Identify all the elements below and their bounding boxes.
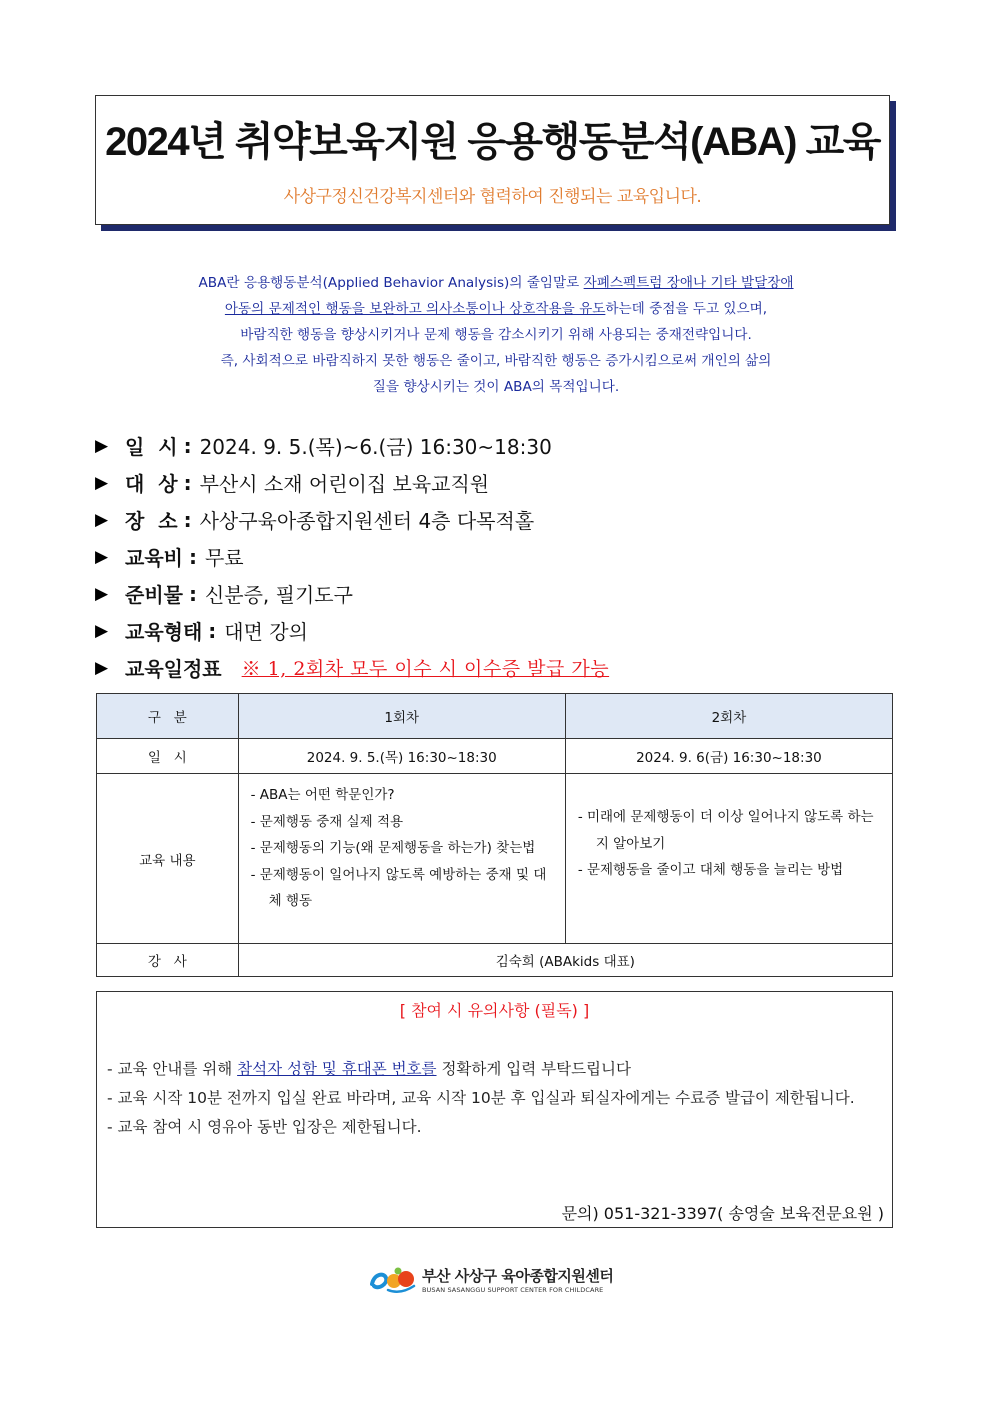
- info-value: 2024. 9. 5.(목)~6.(금) 16:30~18:30: [199, 435, 552, 459]
- info-row-place: ▶ 장 소 : 사상구육아종합지원센터 4층 다목적홀: [95, 501, 895, 538]
- info-row-schedule: [95, 649, 895, 686]
- triangle-right-icon: ▶: [95, 435, 109, 456]
- list-item: - 문제행동의 기능(왜 문제행동을 하는가) 찾는법: [250, 840, 536, 856]
- page-subtitle: 사상구정신건강복지센터와 협력하여 진행되는 교육입니다.: [283, 187, 702, 207]
- center-logo-icon: [368, 1264, 418, 1294]
- info-row-supplies: ▶ 준비물 : 신분증, 필기도구: [95, 575, 895, 612]
- session2-content-cell: [565, 774, 892, 944]
- info-label: 준비물: [125, 583, 183, 607]
- footer-logo: [368, 1264, 613, 1294]
- triangle-right-icon: ▶: [95, 546, 109, 567]
- session1-content-cell: [238, 774, 565, 944]
- triangle-right-icon: ▶: [95, 509, 109, 530]
- intro-paragraph: [110, 270, 882, 400]
- contact-info: 문의) 051-321-3397( 송영술 보육전문요원 ): [561, 1204, 884, 1223]
- intro-line4: 즉, 사회적으로 바람직하지 못한 행동은 줄이고, 바람직한 행동은 증가시킴으로써 개인의 삶의: [220, 353, 772, 369]
- info-label: 일 시: [125, 435, 178, 459]
- triangle-right-icon: ▶: [95, 472, 109, 493]
- notice-highlight: 참석자 성함 및 휴대폰 번호를: [237, 1060, 437, 1078]
- info-label: 교육형태: [125, 620, 203, 644]
- date-label-cell: 일 시: [97, 739, 239, 774]
- info-row-format: ▶ 교육형태 : 대면 강의: [95, 612, 895, 649]
- table-row: [97, 739, 893, 774]
- list-item: - 교육 안내를 위해 참석자 성함 및 휴대폰 번호를 정확하게 입력 부탁드립니다: [107, 1060, 631, 1078]
- footer-org-english: BUSAN SASANGGU SUPPORT CENTER FOR CHILDCARE: [422, 1285, 604, 1294]
- session1-date-cell: 2024. 9. 5.(목) 16:30~18:30: [238, 739, 565, 774]
- info-list: [95, 427, 895, 686]
- page-title: 2024년 취약보육지원 응용행동분석(ABA) 교육: [105, 120, 880, 164]
- table-row: [97, 944, 893, 977]
- intro-line3: 바람직한 행동을 향상시키거나 문제 행동을 감소시키기 위해 사용되는 중재전략입니다.: [240, 327, 752, 343]
- table-header-cell: 구 분: [97, 694, 239, 739]
- teacher-cell: 김숙희 (ABAkids 대표): [238, 944, 892, 977]
- triangle-right-icon: ▶: [95, 583, 109, 604]
- table-row: [97, 774, 893, 944]
- list-item: - 문제행동이 일어나지 않도록 예방하는 중재 및 대체 행동: [250, 866, 547, 909]
- schedule-note: ※ 1, 2회차 모두 이수 시 이수증 발급 가능: [241, 658, 610, 680]
- list-item: - 미래에 문제행동이 더 이상 일어나지 않도록 하는지 알아보기: [577, 809, 874, 852]
- triangle-right-icon: ▶: [95, 657, 109, 678]
- info-row-target: ▶ 대 상 : 부산시 소재 어린이집 보육교직원: [95, 464, 895, 501]
- content-label-cell: 교육 내용: [97, 774, 239, 944]
- title-box: [95, 95, 890, 225]
- footer-org-korean: 부산 사상구 육아종합지원센터: [422, 1266, 614, 1285]
- session2-date-cell: 2024. 9. 6(금) 16:30~18:30: [565, 739, 892, 774]
- info-value: 사상구육아종합지원센터 4층 다목적홀: [199, 509, 535, 533]
- schedule-table: [96, 693, 893, 977]
- table-header-cell: 1회차: [238, 694, 565, 739]
- notice-box: [96, 991, 893, 1228]
- info-label: 장 소: [125, 509, 178, 533]
- list-item: - 문제행동 중재 실제 적용: [250, 813, 404, 830]
- info-value: 신분증, 필기도구: [204, 583, 353, 607]
- table-header-row: [97, 694, 893, 739]
- table-header-cell: 2회차: [565, 694, 892, 739]
- list-item: - 문제행동을 줄이고 대체 행동을 늘리는 방법: [577, 862, 844, 878]
- intro-line5: 질을 향상시키는 것이 ABA의 목적입니다.: [372, 379, 620, 395]
- info-value: 부산시 소재 어린이집 보육교직원: [199, 472, 490, 496]
- list-item: - 교육 참여 시 영유아 동반 입장은 제한됩니다.: [107, 1118, 422, 1136]
- triangle-right-icon: ▶: [95, 620, 109, 641]
- info-value: 무료: [204, 546, 244, 570]
- intro-line1-text: ABA란 응용행동분석(Applied Behavior Analysis)의 줄임말로: [198, 275, 584, 291]
- list-item: - ABA는 어떤 학문인가?: [250, 787, 395, 803]
- list-item: - 교육 시작 10분 전까지 입실 완료 바라며, 교육 시작 10분 후 입실과 퇴실자에게는 수료증 발급이 제한됩니다.: [107, 1089, 855, 1107]
- schedule-label: 교육일정표: [125, 657, 222, 681]
- intro-line2-text: 하는데 중점을 두고 있으며,: [605, 301, 768, 317]
- intro-line2-underlined: 아동의 문제적인 행동을 보완하고 의사소통이나 상호작용을 유도: [224, 301, 606, 317]
- info-row-fee: ▶ 교육비 : 무료: [95, 538, 895, 575]
- info-label: 교육비: [125, 546, 183, 570]
- intro-line1-underlined: 자폐스펙트럼 장애나 기타 발달장애: [583, 275, 794, 291]
- info-row-date: ▶ 일 시 : 2024. 9. 5.(목)~6.(금) 16:30~18:30: [95, 427, 895, 464]
- info-label: 대 상: [125, 472, 178, 496]
- notice-title: [ 참여 시 유의사항 (필독) ]: [399, 1001, 590, 1020]
- info-value: 대면 강의: [224, 620, 308, 644]
- teacher-label-cell: 강 사: [97, 944, 239, 977]
